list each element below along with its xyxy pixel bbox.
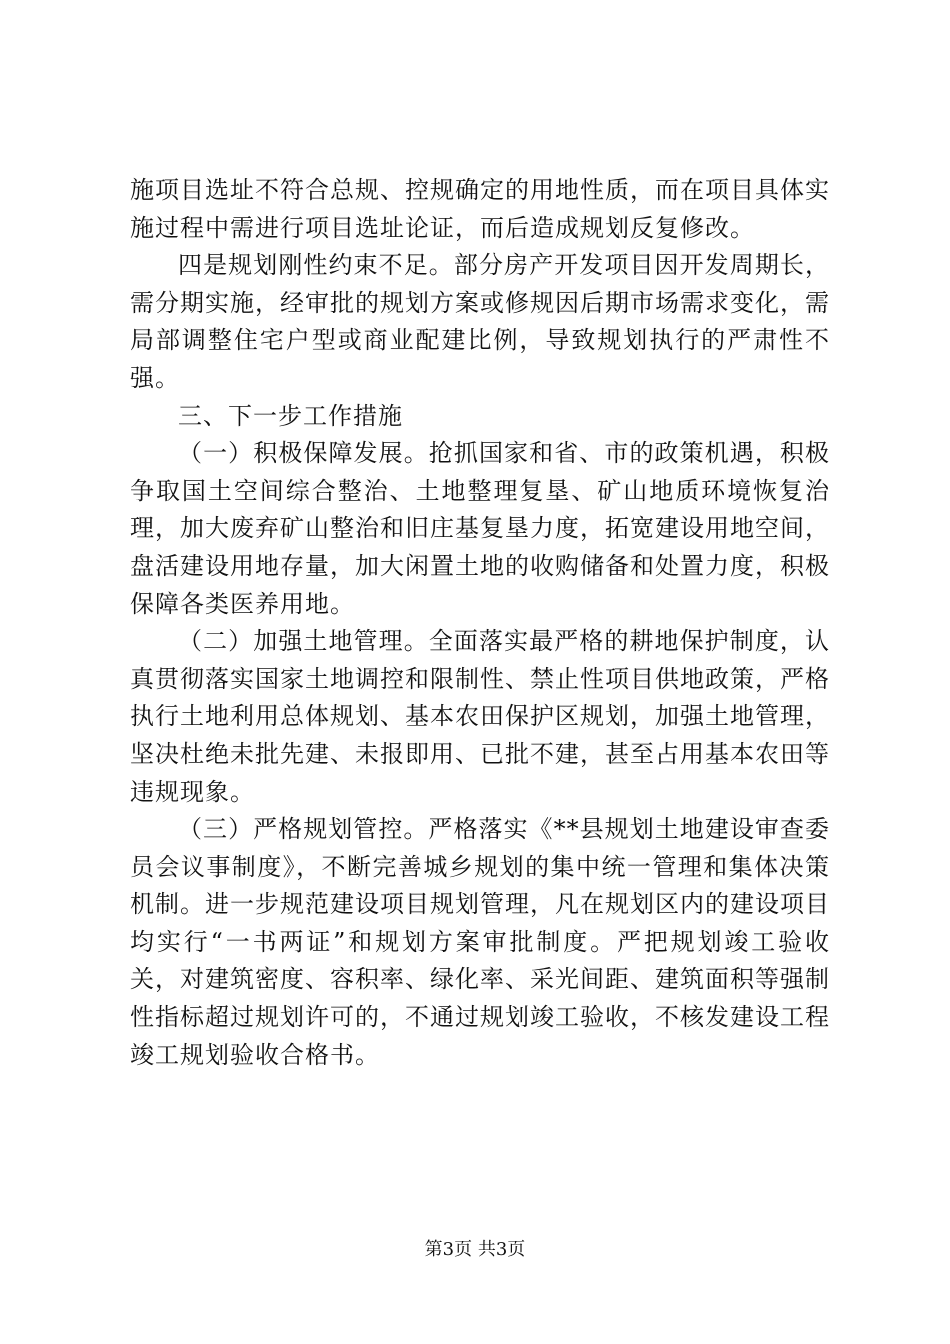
document-body — [130, 172, 830, 1074]
paragraph-measure-1: （一）积极保障发展。抢抓国家和省、市的政策机遇，积极争取国土空间综合整治、土地整理复垦、矿山地质环境恢复治理，加大废弃矿山整治和旧庄基复垦力度，拓宽建设用地空间，盘活建设用地存量，加大闲置土地的收购储备和处置力度，积极保障各类医养用地。 — [130, 439, 830, 618]
section-heading-next-steps: 三、下一步工作措施 — [178, 401, 403, 430]
paragraph-measure-3: （三）严格规划管控。严格落实《**县规划土地建设审查委员会议事制度》，不断完善城乡规划的集中统一管理和集体决策机制。进一步规范建设项目规划管理，凡在规划区内的建设项目均实行“一书两证”和规划方案审批制度。严把规划竣工验收关，对建筑密度、容积率、绿化率、采光间距、建筑面积等强制性指标超过规划许可的，不通过规划竣工验收，不核发建设工程竣工规划验收合格书。 — [130, 815, 830, 1069]
page-number-footer: 第3页 共3页 — [424, 1239, 526, 1260]
paragraph-measure-2: （二）加强土地管理。全面落实最严格的耕地保护制度，认真贯彻落实国家土地调控和限制性、禁止性项目供地政策，严格执行土地利用总体规划、基本农田保护区规划，加强土地管理，坚决杜绝未批先建、未报即用、已批不建，甚至占用基本农田等违规现象。 — [130, 627, 830, 806]
paragraph-rigidity: 四是规划刚性约束不足。部分房产开发项目因开发周期长，需分期实施，经审批的规划方案或修规因后期市场需求变化，需局部调整住宅户型或商业配建比例，导致规划执行的严肃性不强。 — [130, 251, 830, 392]
paragraph-continuation: 施项目选址不符合总规、控规确定的用地性质，而在项目具体实施过程中需进行项目选址论证，而后造成规划反复修改。 — [130, 176, 830, 242]
